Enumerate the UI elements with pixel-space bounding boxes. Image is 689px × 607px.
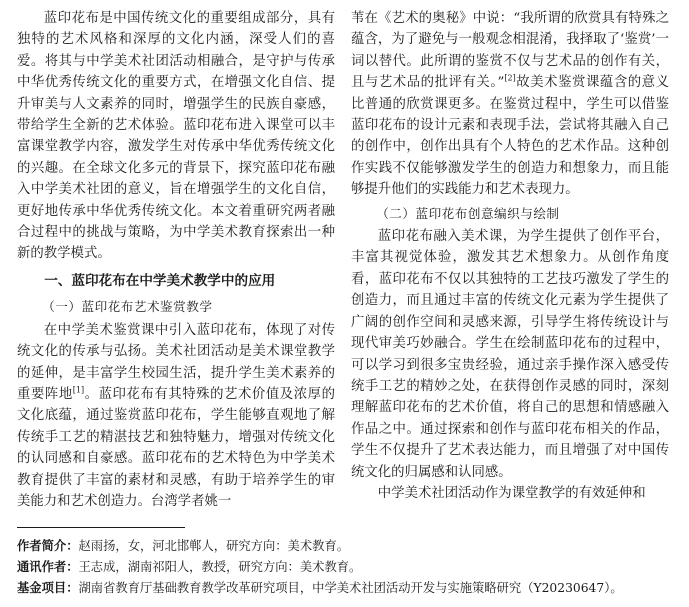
appreciation-paragraph — [17, 320, 335, 513]
subsection-heading-creation: （二）蓝印花布创意编织与绘制 — [376, 205, 560, 221]
section-heading: 一、蓝印花布在中学美术教学中的应用 — [44, 272, 276, 289]
funding-label: 基金项目： — [17, 581, 79, 595]
reference-marker-1: [1] — [72, 385, 85, 395]
corresponding-author-note — [17, 557, 682, 578]
quote-paragraph — [351, 8, 669, 201]
quote-text-b: 故美术鉴赏课蕴含的意义比普通的欣赏课更多。在鉴赏过程中，学生可以借鉴蓝印花布的设计元素和表现手法，尝试将其融入自己的创作中，创作出具有个人特色的艺术作品。这种创作实践不仅能够激发学生的创造力和想象力，而且能够提升他们的实践能力和艺术表现力。 — [351, 75, 669, 198]
right-column — [351, 8, 669, 504]
appreciation-text-a: 在中学美术鉴赏课中引入蓝印花布，体现了对传统文化的传承与弘扬。美术社团活动是美术课堂教学的延伸，是丰富学生校园生活，提升学生美术素养的重要阵地 — [17, 322, 335, 402]
footnote-divider — [17, 527, 185, 528]
club-paragraph: 中学美术社团活动作为课堂教学的有效延伸和 — [377, 485, 646, 501]
creation-paragraph: 蓝印花布融入美术课，为学生提供了创作平台，丰富其视觉体验，激发其艺术想象力。从创作角度看，蓝印花布不仅以其独特的工艺技巧激发了学生的创造力，而且通过丰富的传统文化元素为学生提供了广阔的创作空间和灵感来源，引导学生将传统设计与现代审美巧妙融合。学生在绘制蓝印花布的过程中，可以学习到很多宝贵经验，通过亲手操作深入感受传统手工艺的精妙之处，在获得创作灵感的同时，深刻理解蓝印花布的艺术价值，将自己的思想和情感融入作品之中。通过探索和创作与蓝印花布相关的作品，学生不仅提升了艺术表达能力，而且增强了对中国传统文化的归属感和认同感。 — [351, 229, 669, 480]
reference-marker-2: [2] — [504, 73, 516, 83]
funding-note — [17, 578, 682, 599]
corresponding-author-text: 王志成，湖南祁阳人，教授，研究方向：美术教育。 — [78, 560, 362, 574]
funding-text: 湖南省教育厅基础教育教学改革研究项目，中学美术社团活动开发与实施策略研究（Y20230647）。 — [78, 581, 623, 595]
footnotes — [17, 536, 682, 599]
quote-text-a: 苇在《艺术的奥秘》中说：“我所谓的欣赏具有特殊之蕴含，为了避免与一般观念相混淆，我择取了‘鉴赏’一词以替代。此所谓的鉴赏不仅与艺术品的创作有关，且与艺术品的批评有关。” — [351, 11, 669, 91]
author-note-text: 赵雨扬，女，河北邯郸人，研究方向：美术教育。 — [78, 539, 350, 553]
left-column — [17, 8, 335, 512]
intro-paragraph: 蓝印花布是中国传统文化的重要组成部分，具有独特的艺术风格和深厚的文化内涵，深受人们的喜爱。将其与中学美术社团活动相融合，是守护与传承中华优秀传统文化的重要方式，在增强文化自信、提升审美与人文素养的同时，增强学生的民族自豪感，带给学生全新的艺术体验。蓝印花布进入课堂可以丰富课堂教学内容，激发学生对传承中华优秀传统文化的兴趣。在全球文化多元的背景下，探究蓝印花布融入中学美术社团的意义，旨在增强学生的文化自信，更好地传承中华优秀传统文化。本文着重研究两者融合过程中的挑战与策略，为中学美术教育探索出一种新的教学模式。 — [17, 11, 335, 262]
author-note-label: 作者简介： — [17, 539, 79, 553]
corresponding-author-label: 通讯作者： — [17, 560, 79, 574]
subsection-heading-appreciation: （一）蓝印花布艺术鉴赏教学 — [42, 299, 213, 315]
appreciation-text-b: 。蓝印花布有其特殊的艺术价值及浓厚的文化底蕴，通过鉴赏蓝印花布，学生能够直观地了解传统手工艺的精湛技艺和独特魅力，增强对传统文化的认同感和自豪感。蓝印花布的艺术特色为中学美术教育提供了丰富的素材和灵感，有助于培养学生的审美能力和艺术创造力。台湾学者姚一 — [17, 386, 336, 509]
author-note — [17, 536, 682, 557]
